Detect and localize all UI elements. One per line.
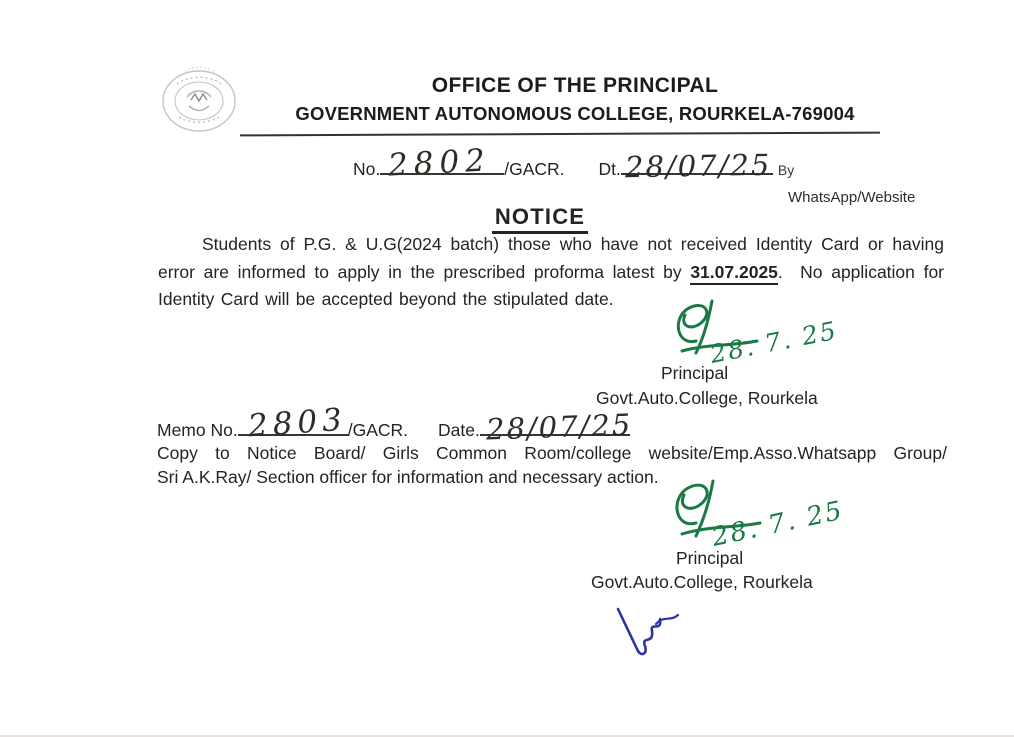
signature-date-1: 28. 7. 25 [707,315,841,369]
ref-date-field [621,147,773,185]
ref-date-label: Dt. [598,159,621,179]
memo-no-field [238,401,348,445]
org-label-1: Govt.Auto.College, Rourkela [596,388,818,408]
ref-no-label: No. [353,159,381,179]
copy-line-2: Sri A.K.Ray/ Section officer for information and necessary action. [157,466,659,487]
memo-date-value: 28/07/25 [485,407,633,447]
principal-label-1: Principal [661,363,729,383]
ref-by-label: By [777,162,795,178]
header-divider [240,132,880,137]
initials-scribble-icon [608,604,693,667]
ref-date-value: 28/07/25 [624,147,772,185]
memo-line [157,401,633,447]
ref-no-value: 2802 [387,142,492,184]
principal-label-2: Principal [676,548,744,568]
memo-date-label: Date. [438,420,480,440]
memo-no-value: 2803 [246,401,348,445]
org-label-2: Govt.Auto.College, Rourkela [591,572,813,592]
header-office-title: OFFICE OF THE PRINCIPAL [431,74,719,97]
signature-date-2: 28. 7. 25 [709,495,847,553]
memo-no-label: Memo No. [157,420,238,440]
notice-title: NOTICE [492,204,588,234]
deadline-text: 31.07.2025 [690,262,778,285]
notice-title-row [66,204,1014,234]
document-header [240,74,910,125]
notice-body-start: Students of P.G. & U.G(2024 batch) those who have not received Identity Card or having error are informed to apply in the prescribed proforma latest by [158,234,944,282]
college-seal-icon [158,62,240,136]
notice-body-end: . No application for Identity Card will be accepted beyond the stipulated date. [158,261,945,309]
ref-no-field [380,142,504,184]
reference-line [353,142,795,185]
memo-gacr-suffix: /GACR. [347,420,409,440]
copy-line-1: Copy to Notice Board/ Girls Common Room/college website/Emp.Asso.Whatsapp Group/ [157,443,947,463]
memo-date-field [480,407,633,447]
channel-note: WhatsApp/Website [788,189,916,206]
header-college-subtitle: GOVERNMENT AUTONOMOUS COLLEGE, ROURKELA-769004 [295,103,855,124]
ref-gacr-suffix: /GACR. [504,159,565,179]
